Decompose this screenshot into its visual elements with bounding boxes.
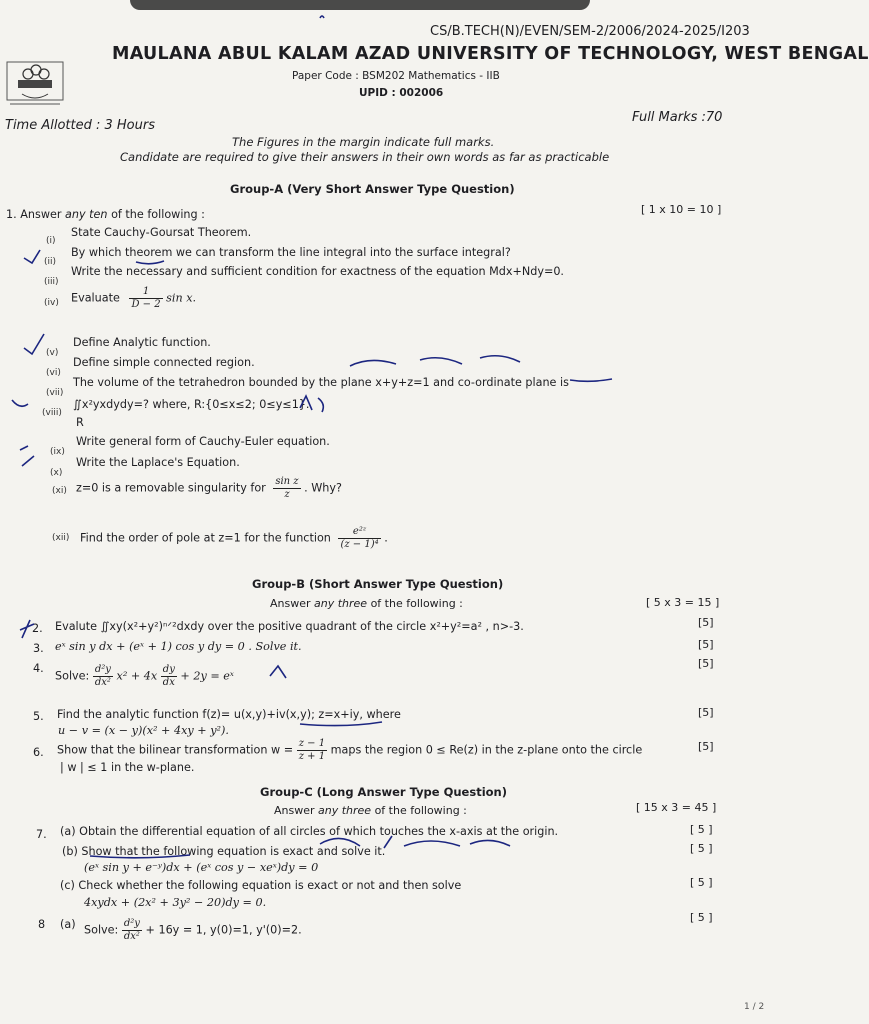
paper-code-header: CS/B.TECH(N)/EVEN/SEM-2/2006/2024-2025/I203: [430, 24, 750, 39]
numerator: dy: [162, 664, 175, 675]
answer-scribble: [270, 666, 286, 678]
answer-scribble: [570, 379, 612, 381]
instruction-text: Answer: [274, 804, 315, 817]
instruction-text: of the following :: [111, 208, 205, 221]
denominator: dx: [162, 677, 175, 688]
item-number: (vii): [46, 388, 64, 398]
question-marks: [ 5 ]: [690, 842, 713, 855]
answer-scribble: [320, 836, 510, 848]
instruction-text: Answer: [20, 208, 62, 221]
question-text: Write the necessary and sufficient condition for exactness of the equation Mdx+Ndy=0.: [71, 265, 564, 278]
question-text-part: sin x.: [166, 291, 197, 305]
numerator: e²ᶻ: [338, 526, 380, 539]
tick-mark: [24, 250, 40, 263]
tick-mark: [20, 620, 34, 638]
question-number: 8: [38, 918, 46, 931]
question-text: Write the Laplace's Equation.: [76, 456, 240, 469]
question-part-c: (c) Check whether the following equation is exact or not and then solve: [60, 879, 462, 892]
group-a-marks: [ 1 x 10 = 10 ]: [641, 203, 722, 216]
page-number: 1 / 2: [744, 1002, 765, 1012]
question-text: State Cauchy-Goursat Theorem.: [71, 226, 252, 239]
paper-code: Paper Code : BSM202 Mathematics - IIB: [292, 70, 500, 82]
question-part-a: (a) Obtain the differential equation of all circles of which touches the x-axis at the origin.: [60, 825, 559, 838]
question-text-line2: | w | ≤ 1 in the w-plane.: [60, 761, 195, 774]
instruction-emphasis: any ten: [65, 208, 108, 221]
instruction-text: of the following :: [374, 804, 467, 817]
group-a-title: Group-A (Very Short Answer Type Question): [230, 182, 515, 196]
question-equation: (eˣ sin y + e⁻ʸ)dx + (eˣ cos y − xeˣ)dy = 0: [84, 861, 319, 874]
group-b-marks: [ 5 x 3 = 15 ]: [646, 596, 720, 609]
question-text: Define simple connected region.: [73, 356, 255, 369]
item-number: (xi): [52, 486, 67, 496]
denominator: z: [284, 489, 290, 500]
question-number: 7.: [36, 828, 47, 841]
tick-mark: [22, 456, 34, 466]
upid: UPID : 002006: [359, 87, 444, 99]
question-marks: [ 5 ]: [690, 876, 713, 889]
underline-mark: [136, 261, 164, 264]
question-text: Write general form of Cauchy-Euler equation.: [76, 435, 330, 448]
item-number: (vi): [46, 368, 61, 378]
question-number: 3.: [33, 642, 44, 655]
instruction-text: Answer: [270, 597, 311, 610]
question-number: 1.: [6, 208, 17, 221]
question-text: Find the analytic function f(z)= u(x,y)+iv(x,y); z=x+iy, where: [57, 708, 401, 721]
instruction-1: The Figures in the margin indicate full marks.: [232, 135, 495, 149]
question-text-part: + 16y = 1, y(0)=1, y'(0)=2.: [145, 923, 302, 937]
tick-mark: [24, 334, 44, 354]
numerator: d²y: [123, 918, 140, 929]
question-marks: [5]: [698, 706, 714, 719]
item-number: (ix): [50, 447, 65, 457]
full-marks: Full Marks :70: [632, 110, 723, 125]
instruction-2: Candidate are required to give their answers in their own words as far as practicable: [120, 150, 610, 164]
numerator: sin z: [275, 476, 299, 487]
question-marks: [5]: [698, 638, 714, 651]
question-text-part: .: [384, 531, 388, 545]
question-text-part: . Why?: [304, 481, 342, 495]
answer-scribble: [300, 396, 323, 412]
question-marks: [5]: [698, 657, 714, 670]
question-number: 4.: [33, 662, 44, 675]
question-marks: [5]: [698, 740, 714, 753]
numerator: d²y: [94, 664, 111, 675]
denominator: dx²: [94, 677, 111, 688]
group-c-marks: [ 15 x 3 = 45 ]: [636, 801, 717, 814]
group-b-title: Group-B (Short Answer Type Question): [252, 577, 504, 591]
item-number: (v): [46, 348, 59, 358]
question-number: 2.: [32, 622, 43, 635]
denominator: z + 1: [298, 751, 326, 762]
question-text-part: z=0 is a removable singularity for: [76, 481, 266, 495]
item-number: (i): [46, 236, 56, 246]
tick-mark: [12, 400, 28, 406]
question-text-part: + 2y = eˣ: [180, 669, 234, 683]
answer-scribble: [320, 16, 324, 18]
numerator: z − 1: [298, 738, 326, 749]
question-text-part: Show that the bilinear transformation w =: [57, 743, 294, 757]
denominator: (z − 1)⁴: [340, 539, 379, 550]
item-number: (viii): [42, 408, 62, 418]
question-equation: 4xydx + (2x² + 3y² − 20)dy = 0.: [84, 896, 267, 909]
item-number: (x): [50, 468, 63, 478]
instruction-emphasis: any three: [318, 804, 372, 817]
tick-mark: [20, 446, 28, 450]
numerator: 1: [129, 286, 162, 299]
question-subscript: R: [76, 416, 84, 429]
item-number: (iv): [44, 298, 59, 308]
item-number: (iii): [44, 277, 59, 287]
question-text: ∬x²yxdydy=? where, R:{0≤x≤2; 0≤y≤1}.: [73, 398, 310, 411]
question-text-part: Evaluate: [71, 291, 120, 305]
question-text-part: x² + 4x: [116, 669, 158, 683]
question-marks: [ 5 ]: [690, 911, 713, 924]
denominator: D − 2: [131, 299, 161, 310]
answer-scribble: [350, 356, 520, 366]
time-allotted: Time Allotted : 3 Hours: [5, 118, 155, 133]
question-text-part: Solve:: [55, 669, 90, 683]
question-text-part: Find the order of pole at z=1 for the function: [80, 531, 331, 545]
item-number: (xii): [52, 533, 70, 543]
question-part-label: (a): [60, 918, 76, 931]
question-part-b: (b) Show that the following equation is exact and solve it.: [62, 845, 386, 858]
question-text-part: Solve:: [84, 923, 119, 937]
instruction-emphasis: any three: [314, 597, 368, 610]
question-marks: [ 5 ]: [690, 823, 713, 836]
underline-mark: [90, 855, 190, 858]
university-name: MAULANA ABUL KALAM AZAD UNIVERSITY OF TECHNOLOGY, WEST BENGAL: [112, 44, 869, 64]
question-number: 5.: [33, 710, 44, 723]
question-text-part: maps the region 0 ≤ Re(z) in the z-plane onto the circle: [330, 743, 643, 757]
question-number: 6.: [33, 746, 44, 759]
question-text-line2: u − v = (x − y)(x² + 4xy + y²).: [58, 724, 229, 737]
question-text: eˣ sin y dx + (eˣ + 1) cos y dy = 0 . Solve it.: [55, 640, 302, 653]
question-text: The volume of the tetrahedron bounded by the plane x+y+z=1 and co-ordinate plane is: [73, 376, 569, 389]
group-c-title: Group-C (Long Answer Type Question): [260, 785, 507, 799]
item-number: (ii): [44, 257, 57, 267]
question-text: Evalute ∬xy(x²+y²)ⁿᐟ²dxdy over the positive quadrant of the circle x²+y²=a² , n>-3.: [55, 620, 524, 633]
question-text: Define Analytic function.: [73, 336, 211, 349]
underline-mark: [300, 722, 382, 726]
instruction-text: of the following :: [370, 597, 463, 610]
question-text: By which theorem we can transform the line integral into the surface integral?: [71, 246, 511, 259]
question-marks: [5]: [698, 616, 714, 629]
denominator: dx²: [123, 931, 140, 942]
